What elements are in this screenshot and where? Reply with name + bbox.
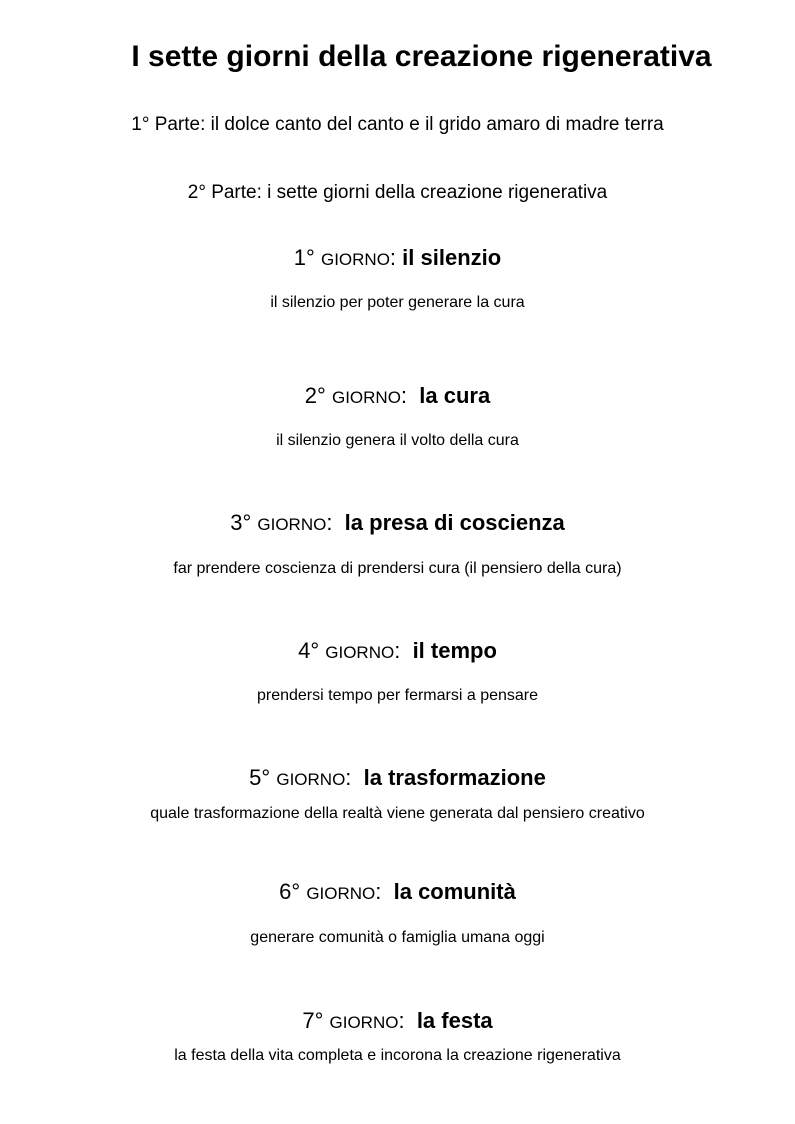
day-6-heading: 6° GIORNO: la comunità [279,879,516,904]
day-word: GIORNO [325,643,395,662]
day-name: il tempo [412,638,497,663]
day-number: 6° [279,879,301,904]
day-word: GIORNO [306,884,376,903]
day-7-heading: 7° GIORNO: la festa [302,1008,493,1033]
day-6-description: generare comunità o famiglia umana oggi [250,929,545,946]
day-number: 4° [298,638,320,663]
document-title: I sette giorni della creazione rigenerativa [131,40,712,73]
day-1-heading: 1° GIORNO: il silenzio [293,245,502,270]
day-name: la festa [416,1008,493,1033]
day-3-heading: 3° GIORNO: la presa di coscienza [230,510,565,535]
day-name: la comunità [393,879,516,904]
day-2-heading: 2° GIORNO: la cura [304,383,491,408]
day-4-description: prendersi tempo per fermarsi a pensare [256,687,539,704]
day-5-description: quale trasformazione della realtà viene generata dal pensiero creativo [150,805,645,822]
day-1-description: il silenzio per poter generare la cura [270,294,525,311]
day-name: la presa di coscienza [344,510,565,535]
day-number: 3° [230,510,252,535]
day-3-description: far prendere coscienza di prendersi cura (il pensiero della cura) [173,560,622,577]
day-number: 1° [293,245,315,270]
day-2-description: il silenzio genera il volto della cura [276,432,519,449]
day-word: GIORNO [329,1013,399,1032]
day-word: GIORNO [331,388,401,407]
day-5-heading: 5° GIORNO: la trasformazione [249,765,546,790]
day-word: GIORNO [257,515,327,534]
day-name: la trasformazione [363,765,546,790]
day-word: GIORNO [320,250,390,269]
part-two-line: 2° Parte: i sette giorni della creazione rigenerativa [187,182,608,203]
day-number: 2° [304,383,326,408]
day-7-description: la festa della vita completa e incorona la creazione rigenerativa [174,1047,621,1064]
day-word: GIORNO [276,770,346,789]
day-name: la cura [419,383,491,408]
part-one-line: 1° Parte: il dolce canto del canto e il grido amaro di madre terra [131,114,664,135]
day-4-heading: 4° GIORNO: il tempo [298,638,497,663]
day-number: 7° [302,1008,324,1033]
day-number: 5° [249,765,271,790]
day-name: il silenzio [402,245,502,270]
